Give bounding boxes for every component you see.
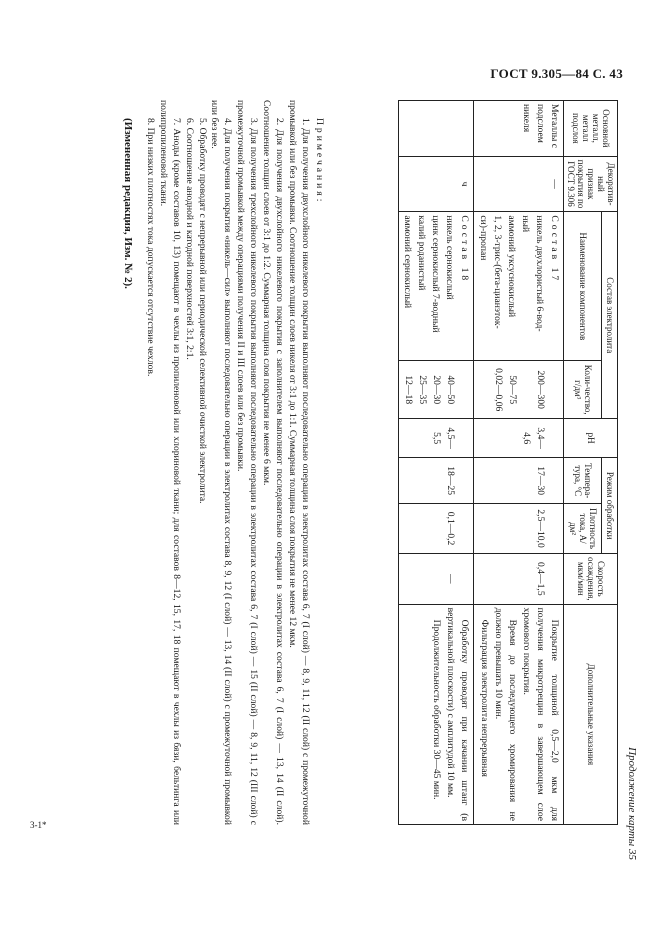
- process-table: [398, 100, 618, 825]
- col-speed: Скорость осаждения, мкм/мин: [563, 554, 617, 605]
- cell-speed: [474, 554, 563, 605]
- note-item: 7. Аноды (кроме составов 10, 13) помещают в чехлы из пропиленовой или хлориновой ткани; для составов 8—12, 15, 17, 18 помещают в чехлы из бязи, бельтинга или полипропиленовой ткани.: [157, 100, 182, 825]
- component-qty: 40—50: [445, 375, 457, 405]
- temp-value: 18—25: [445, 466, 457, 496]
- temp-value: 17—30: [534, 466, 546, 496]
- note-line: Покрытие толщиной 0,5—2,0 мкм для получения микротрещин в завершающем слое хромового покрытия.: [520, 607, 560, 821]
- note-line: Обработку проводят при качании штанг (в вертикальной плоскости) с амплитудой 10 мм.: [445, 607, 471, 821]
- edition-note: (Измененная редакция, Изм. № 2).: [121, 118, 134, 289]
- header-row-1: [601, 101, 617, 825]
- cell-decor: ч: [398, 156, 474, 212]
- col-electrolyte-group: Состав электролита: [601, 212, 617, 419]
- cell-components: [474, 212, 563, 361]
- cell-temp: [474, 458, 563, 504]
- page-footer-mark: 3-1*: [30, 820, 47, 830]
- cell-temp: [398, 458, 474, 504]
- component-name: аммоний сернокислый: [402, 215, 414, 309]
- cell-base-metal: Металлы с подслоем никеля: [474, 101, 563, 157]
- page-header: ГОСТ 9.305—84 С. 43: [490, 66, 623, 81]
- note-item: 6. Соотношение анодной и катодной поверхностей 3:1, 2:1.: [183, 118, 195, 360]
- note-item: 1. Для получения двухслойного никелевого покрытия выполняют последовательно операции в электролитах состава 6, 7 (I слой) — 8, 9, 11, 12 (II слой) с промежуточной промывкой или без промывки. Соотношение толщин слоев никеля от 3:1 до 1:1. Суммарная толщина слоя покрытия не менее 12 мкм.: [287, 100, 312, 825]
- cell-decor: —: [474, 156, 563, 212]
- speed-value: —: [445, 574, 457, 584]
- col-notes: Дополнительные указания: [563, 604, 617, 824]
- component-name: калий роданистый: [416, 215, 428, 291]
- component-name: никель сернокислый: [444, 215, 456, 300]
- col-mode-group: Режим обработки: [601, 458, 617, 554]
- ph-value: 4,5—5,5: [431, 427, 457, 449]
- component-name: 1, 2, 3-трис-(бета-цианэток-: [491, 215, 503, 329]
- density-value: 2,5—10,0: [534, 509, 546, 548]
- component-qty: 20—30: [431, 375, 443, 405]
- table-row: [398, 101, 474, 825]
- component-qty: 25—35: [417, 375, 429, 405]
- notes-section: [120, 100, 325, 825]
- note-item: 3. Для получения трехслойного никелевого покрытия выполняют последовательно операции в электролитах состава 6, 7 (I слой) — 15 (II слой) — 8, 9, 11, 12 (III слой) с промежуточной промывкой между операциями получения II и III слоев или без промывки.: [235, 100, 260, 825]
- composition-title: Состав 18: [459, 215, 471, 284]
- cell-notes: [474, 604, 563, 824]
- speed-value: 0,4—1,5: [534, 562, 546, 596]
- component-qty: 0,02—0,06: [492, 368, 504, 412]
- note-item: 2. Для получения двухслойного никелевого покрытия с заполнителем выполняют последовательно операции в электролитах состава 6, 7 (I слой) — 13, 14 (II слой). Соотношение толщин слоев от 3:1 до 1:2. Суммарная толщина слоя покрытия не менее 6 мкм.: [261, 100, 286, 825]
- cell-speed: [398, 554, 474, 605]
- note-line: Продолжительность обработки 30—45 мин.: [431, 619, 443, 800]
- note-item: 8. При низких плотностях тока допускается отсутствие чехлов.: [144, 118, 156, 377]
- note-line: Время до последующего хромирования не должно превышать 10 мин.: [492, 607, 518, 821]
- note-item: 5. Обработку проводят с непрерывной или периодической селективной очисткой электролита.: [196, 118, 208, 504]
- col-base-metal: Основной металл, металл подслоя: [563, 101, 617, 157]
- note-line: Фильтрация электролита непрерывная: [479, 619, 491, 777]
- component-qty: 12—18: [403, 375, 415, 405]
- col-density: Плотность тока, А/дм²: [563, 504, 601, 554]
- col-ph: рН: [563, 419, 617, 458]
- cell-quantities: [398, 361, 474, 419]
- component-qty: [519, 364, 533, 415]
- col-comp-name: Наименование компонентов: [563, 212, 601, 361]
- cell-density: [398, 504, 474, 554]
- cell-density: [474, 504, 563, 554]
- table-row: [474, 101, 563, 825]
- col-qty: Коли-чество, г/дм³: [563, 361, 601, 419]
- component-name: аммоний уксуснокислый: [505, 215, 517, 318]
- col-decor: Декоратив-ный признак покрытия по ГОСТ 9.306: [563, 156, 617, 212]
- component-name: никель двухлористый 6-вод-: [533, 215, 545, 332]
- cell-ph: [398, 419, 474, 458]
- note-item: 4. Для получения покрытия «никель—сил» выполняют последовательно операции в электролитах состава 8, 9, 12 (I слой) — 13, 14 (II слой) с промежуточной промывкой или без нее.: [209, 100, 234, 825]
- ph-value: 3,4—4,6: [520, 427, 546, 449]
- col-temp: Темпера-тура, °С: [563, 458, 601, 504]
- component-name: си)-пропан: [478, 215, 490, 261]
- component-name: цинк сернокислый 7-водный: [430, 215, 442, 333]
- continuation-label: Продолжение карты 35: [626, 747, 638, 860]
- cell-notes: [398, 604, 474, 824]
- rotated-content: [80, 100, 640, 860]
- cell-components: [398, 212, 474, 361]
- cell-quantities: [474, 361, 563, 419]
- density-value: 0,1—0,2: [445, 511, 457, 546]
- notes-title: Примечания:: [314, 118, 325, 205]
- component-qty: 200—300: [534, 370, 546, 409]
- component-name: ный: [519, 215, 531, 233]
- composition-title: Состав 17: [548, 215, 560, 284]
- component-qty: 50—75: [506, 375, 518, 405]
- cell-base-metal: [398, 101, 474, 157]
- cell-ph: [474, 419, 563, 458]
